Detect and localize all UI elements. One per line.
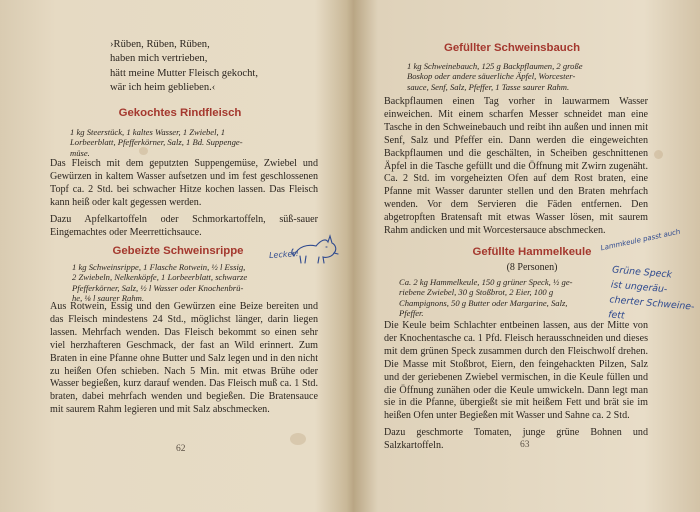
instructions-paragraph: Dazu geschmorte Tomaten, junge grüne Bohnen und Salzkartoffeln. [384,427,648,452]
instructions-paragraph: Aus Rotwein, Essig und den Gewürzen eine Beize bereiten und das Fleisch mindestens 24 Std., möglichst länger, darin liegen lassen. Mehrfach wenden. Das Fleisch bekommt so einen sehr viel herzhafteren Geschmack, der fast an Wild erinnert. Zum Braten in eine Pfanne ohne Butter und Salz legen und in den nicht zu heißen Ofen schieben. Nach 5 Min. mit etwas Brühe oder Wasser begießen, kurz darauf wenden. Das Fleisch muß ca. 1 Std. braten, dabei mehrfach wenden und begießen. Die Bratensauce mit saurem Rahm legieren und mit Salz abschmecken. [50,301,318,416]
instructions-schweinsrippe [50,301,318,417]
handwritten-note-lecker: Lecker! [268,248,300,261]
recipe-title-gefuellter-schweinsbauch: Gefüllter Schweinsbauch [443,42,581,54]
recipe-subtitle-personen: (8 Personen) [506,262,558,273]
page-number: 62 [176,444,186,454]
instructions-paragraph: Die Keule beim Schlachter entbeinen lassen, aus der Mitte von der Knochentasche ca. 1 Pfd. Fleisch herausschneiden und dieses mit dem grünen Speck zusammen durch den Fleischwolf drehen. Die Masse mit Stoßbrot, Eiern, den feingehackten Pilzen, Salz und der geriebenen Zwiebel vermischen, in die Keule füllen und die Öffnung zunähen oder die Keule umwickeln. Dann legt man sie in die Pfanne, übergießt sie mit heißem Fett und brät sie im heißen Ofen unter Begießen mit Wasser und Sahne ca. 2 Std. [384,320,648,422]
instructions-paragraph: Backpflaumen einen Tag vorher in lauwarmem Wasser einweichen. Mit einem scharfen Messer schneidet man eine Tasche in den Schweinebauch und reibt ihn außen und innen mit Senf, Salz und Pfeffer ein. Dann werden die eingeweichten Backpflaumen und die geschälten, in Scheiben geschnittenen Äpfel in die Tasche gefüllt und die Öffnung mit Zwirn zugenäht. Ca. 2 Std. im vorgeheizten Ofen auf dem Rost braten, eine Pfanne mit Wasser darunter stellen und den Braten mehrfach wenden. Vor dem Servieren die Fäden entfernen. Den abgetropften Bratensaft mit etwas Wasser lösen, mit saurem Rahm andicken und mit Worcestersauce abschmecken. [384,96,648,237]
poem: ›Rüben, Rüben, Rüben, haben mich vertrieben, hätt meine Mutter Fleisch gekocht, wär ich heim geblieben.‹ [110,39,258,93]
right-page [352,0,700,512]
ingredients-rindfleisch: 1 kg Steerstück, 1 kaltes Wasser, 1 Zwiebel, 1 Lorbeerblatt, Pfefferkörner, Salz, 1 Bd. Suppenge- müse. [70,127,243,158]
recipe-title-gefuellte-hammelkeule: Gefüllte Hammelkeule [472,246,592,258]
ingredients-hammelkeule: Ca. 2 kg Hammelkeule, 150 g grüner Speck, ½ ge- riebene Zwiebel, 30 g Stoßbrot, 2 Eier, 100 g Champignons, 50 g Butter oder Margarine, Salz, Pfeffer. [399,277,573,319]
ingredients-schweinsbauch: 1 kg Schweinebauch, 125 g Backpflaumen, 2 große Boskop oder andere säuerliche Äpfel, Worcester- sauce, Senf, Salz, Pfeffer, 1 Tasse saurer Rahm. [407,61,583,92]
recipe-title-gebeizte-schweinsrippe: Gebeizte Schweinsrippe [112,245,244,257]
handwritten-note-speck: Grüne Speck ist ungeräu- cherter Schweine- fett [607,264,695,322]
page-number: 63 [520,440,530,450]
instructions-schweinsbauch [384,96,648,238]
ingredients-schweinsrippe: 1 kg Schweinsrippe, 1 Flasche Rotwein, ½ l Essig, 2 Zwiebeln, Nelkenköpfe, 1 Lorbeerblatt, schwarze Pfefferkörner, Salz, ½ l Wasser oder Knochenbrü- he, ⅛ l saurer Rahm. [72,262,248,304]
instructions-paragraph: Dazu Apfelkartoffeln oder Schmorkartoffeln, süß-sauer Eingemachtes oder Meerrettichsauce. [50,213,318,238]
instructions-hammelkeule [384,320,648,453]
cat-doodle-icon [290,230,340,268]
handwritten-note-lammkeule: Lammkeule passt auch [600,227,682,253]
recipe-title-gekochtes-rindfleisch: Gekochtes Rindfleisch [118,107,242,119]
instructions-rindfleisch [50,158,318,239]
instructions-paragraph: Das Fleisch mit dem geputzten Suppengemüse, Zwiebel und Gewürzen in kaltem Wasser aufsetzen und im fest geschlossenen Topf ca. 2 Std. bei schwacher Hitze kochen lassen. Das Fleisch kann heiß oder kalt gegessen werden. [50,158,318,208]
